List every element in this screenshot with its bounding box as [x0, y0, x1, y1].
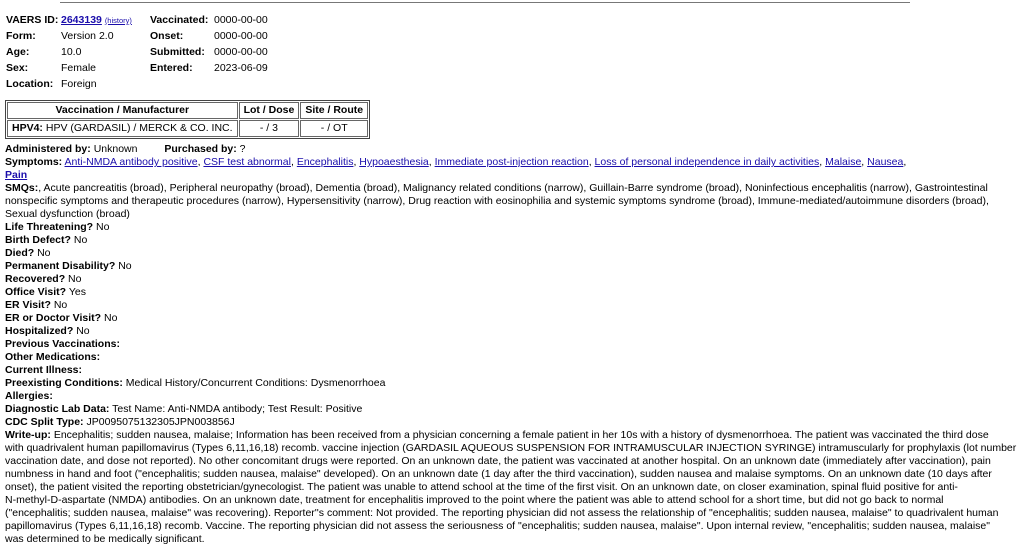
died-line	[5, 247, 1024, 260]
purchased-value: ?	[239, 143, 246, 155]
smqs-line-3: Sexual dysfunction (broad)	[5, 208, 130, 220]
lab-data-label: Diagnostic Lab Data:	[5, 403, 110, 415]
smqs-line-2: nonspecific symptoms and therapeutic procedures (narrow), Hypersensitivity (narrow), Drug reaction with eosinophilia and systemic symptoms syndrome (broad), Immune-mediated/autoimmune disorders (broad),	[5, 195, 989, 207]
site-route-cell: - / OT	[300, 120, 368, 137]
purchased-label: Purchased by:	[164, 143, 237, 155]
report-header	[6, 12, 306, 96]
hospitalized-value: No	[76, 325, 90, 337]
lab-data-line	[5, 403, 1024, 416]
column-header-lot-dose: Lot / Dose	[239, 102, 300, 119]
preexisting-value: Medical History/Concurrent Conditions: Dysmenorrhoea	[125, 377, 386, 389]
other-medications-label: Other Medications:	[5, 351, 101, 363]
recovered-label: Recovered?	[5, 273, 66, 285]
top-divider	[60, 2, 910, 3]
er-visit-label: ER Visit?	[5, 299, 51, 311]
vaccine-name: HPV (GARDASIL) / MERCK & CO. INC.	[45, 122, 233, 134]
er-visit-line	[5, 299, 1024, 312]
allergies-line	[5, 390, 1024, 403]
smqs-text: , Acute pancreatitis (broad), Peripheral neuropathy (broad), Dementia (broad), Malignancy related conditions (narrow), Guillain-Barre syndrome (broad), Noninfectious encephalitis (narrow), Gastrointestinal	[38, 182, 988, 194]
writeup-text: vaccination date, and dose not reported). No other concomitant drugs were reported. On an unknown date, the patient was vaccinated at another hospital. On an unknown date (immediately after vaccination), pain	[5, 455, 991, 467]
vaccine-code: HPV4:	[12, 122, 43, 134]
symptom-link[interactable]: Hypoaesthesia	[359, 156, 429, 168]
entered-value: 2023-06-09	[214, 62, 268, 74]
recovered-line	[5, 273, 1024, 286]
vaccine-cell	[7, 120, 238, 137]
died-value: No	[37, 247, 51, 259]
location-label: Location:	[6, 78, 54, 90]
writeup-line	[5, 429, 1024, 442]
disability-label: Permanent Disability?	[5, 260, 116, 272]
symptoms-line-2	[5, 169, 1024, 182]
writeup-text: with quadrivalent human papillomavirus (Types 6,11,16,18) recomb. vaccine injection (GARDASIL AQUEOUS SUSPENSION FOR INTRAMUSCULAR INJECTION SYRINGE) intramuscularly for prophylaxis (lot number	[5, 442, 1017, 454]
column-header-site-route: Site / Route	[300, 102, 368, 119]
disability-value: No	[118, 260, 132, 272]
birth-defect-label: Birth Defect?	[5, 234, 71, 246]
submitted-value: 0000-00-00	[214, 46, 268, 58]
administered-value: Unknown	[93, 143, 138, 155]
life-threatening-value: No	[96, 221, 110, 233]
symptom-link[interactable]: Encephalitis	[296, 156, 354, 168]
lot-dose-cell: - / 3	[239, 120, 300, 137]
er-doctor-value: No	[104, 312, 118, 324]
er-visit-value: No	[53, 299, 68, 311]
writeup-text: papillomavirus (Types 6,11,16,18) recomb. Vaccine. The reporting physician did not assess the seriousness of "encephalitis; sudden nausea, malaise". Upon internal review, "encephalitis; sudden nausea, malaise"	[5, 520, 990, 532]
administered-line	[5, 143, 1024, 156]
symptom-link[interactable]: Anti-NMDA antibody positive	[64, 156, 198, 168]
office-visit-label: Office Visit?	[5, 286, 67, 298]
table-row	[7, 120, 368, 137]
symptom-link[interactable]: Immediate post-injection reaction	[434, 156, 589, 168]
vaccinated-value: 0000-00-00	[214, 14, 268, 26]
symptom-link[interactable]: Nausea	[867, 156, 904, 168]
vaccine-table	[5, 100, 370, 139]
onset-value: 0000-00-00	[214, 30, 268, 42]
recovered-value: No	[68, 273, 82, 285]
vaers-id-label: VAERS ID:	[6, 14, 59, 26]
writeup-text: numbness in hand and foot ("encephalitis; sudden nausea, malaise" developed). On an unknown date (1 day after the third vaccination), sudden nausea and malaise symptoms. On an unknown date (10 days after	[5, 468, 992, 480]
died-label: Died?	[5, 247, 35, 259]
form-label: Form:	[6, 30, 36, 42]
life-threatening-label: Life Threatening?	[5, 221, 94, 233]
column-header-vaccination: Vaccination / Manufacturer	[7, 102, 238, 119]
cdc-split-label: CDC Split Type:	[5, 416, 84, 428]
writeup-text: onset), the patient visited the reporting obstetrician/gynecologist. The patient was unable to attend school at the time of the first visit. On an unknown date, on closer examination, spinal fluid positive for anti-	[5, 481, 958, 493]
vaccinated-label: Vaccinated:	[150, 14, 209, 26]
smqs-line	[5, 182, 1024, 195]
administered-label: Administered by:	[5, 143, 91, 155]
current-illness-label: Current Illness:	[5, 364, 83, 376]
submitted-label: Submitted:	[150, 46, 205, 58]
onset-label: Onset:	[150, 30, 184, 42]
history-link[interactable]: (history)	[104, 16, 132, 25]
symptoms-line: Symptoms: Anti-NMDA antibody positive, CSF test abnormal, Encephalitis, Hypoaesthesia, Immediate post-injection reaction, Loss of personal independence in daily activities, Malaise, Nausea,	[5, 156, 907, 168]
symptom-link[interactable]: Loss of personal independence in daily activities	[594, 156, 820, 168]
writeup-text: N-methyl-D-aspartate (NMDA) antibodies. On an unknown date, treatment for encephalitis improved to the point where the patient was able to attend school for a short time, but did not go back to normal	[5, 494, 944, 506]
location-value: Foreign	[61, 78, 97, 90]
cdc-split-line	[5, 416, 1024, 429]
vaccine-table-header	[7, 102, 368, 119]
symptoms-label: Symptoms:	[5, 156, 63, 168]
hospitalized-line	[5, 325, 1024, 338]
symptom-link[interactable]: CSF test abnormal	[203, 156, 291, 168]
life-threatening-line	[5, 221, 1024, 234]
smqs-label: SMQs:	[5, 182, 39, 194]
birth-defect-value: No	[73, 234, 88, 246]
er-doctor-label: ER or Doctor Visit?	[5, 312, 102, 324]
birth-defect-line	[5, 234, 1024, 247]
writeup-text: Encephalitis; sudden nausea, malaise; Information has been received from a physician concerning a female patient in her 10s with a history of dysmenorrhoea. The patient was vaccinated the third dose	[53, 429, 989, 441]
previous-vaccinations-line	[5, 338, 1024, 351]
er-doctor-line	[5, 312, 1024, 325]
symptom-link[interactable]: Pain	[5, 169, 28, 181]
office-visit-value: Yes	[68, 286, 86, 298]
preexisting-label: Preexisting Conditions:	[5, 377, 123, 389]
other-medications-line	[5, 351, 1024, 364]
symptom-link[interactable]: Malaise	[825, 156, 862, 168]
writeup-text: ("encephalitis; sudden nausea, malaise" was recovering). Reporter''s comment: Not provided. The reporting physician did not assess the relationship of "encephalitis; sudden nausea, malaise" to quadrivalent human	[5, 507, 999, 519]
age-label: Age:	[6, 46, 30, 58]
previous-vaccinations-label: Previous Vaccinations:	[5, 338, 120, 350]
preexisting-line	[5, 377, 1024, 390]
vaers-id-link[interactable]: 2643139	[61, 14, 102, 26]
sex-label: Sex:	[6, 62, 29, 74]
office-visit-line	[5, 286, 1024, 299]
cdc-split-value: JP0095075132305JPN003856J	[86, 416, 235, 428]
current-illness-line	[5, 364, 1024, 377]
form-value: Version 2.0	[61, 30, 114, 42]
disability-line	[5, 260, 1024, 273]
sex-value: Female	[61, 62, 97, 74]
age-value: 10.0	[61, 46, 82, 58]
writeup-text: was determined to be medically significant.	[5, 533, 205, 545]
allergies-label: Allergies:	[5, 390, 53, 402]
hospitalized-label: Hospitalized?	[5, 325, 74, 337]
entered-label: Entered:	[150, 62, 193, 74]
lab-data-value: Test Name: Anti-NMDA antibody; Test Result: Positive	[112, 403, 363, 415]
report-details	[5, 143, 1024, 546]
writeup-label: Write-up:	[5, 429, 51, 441]
